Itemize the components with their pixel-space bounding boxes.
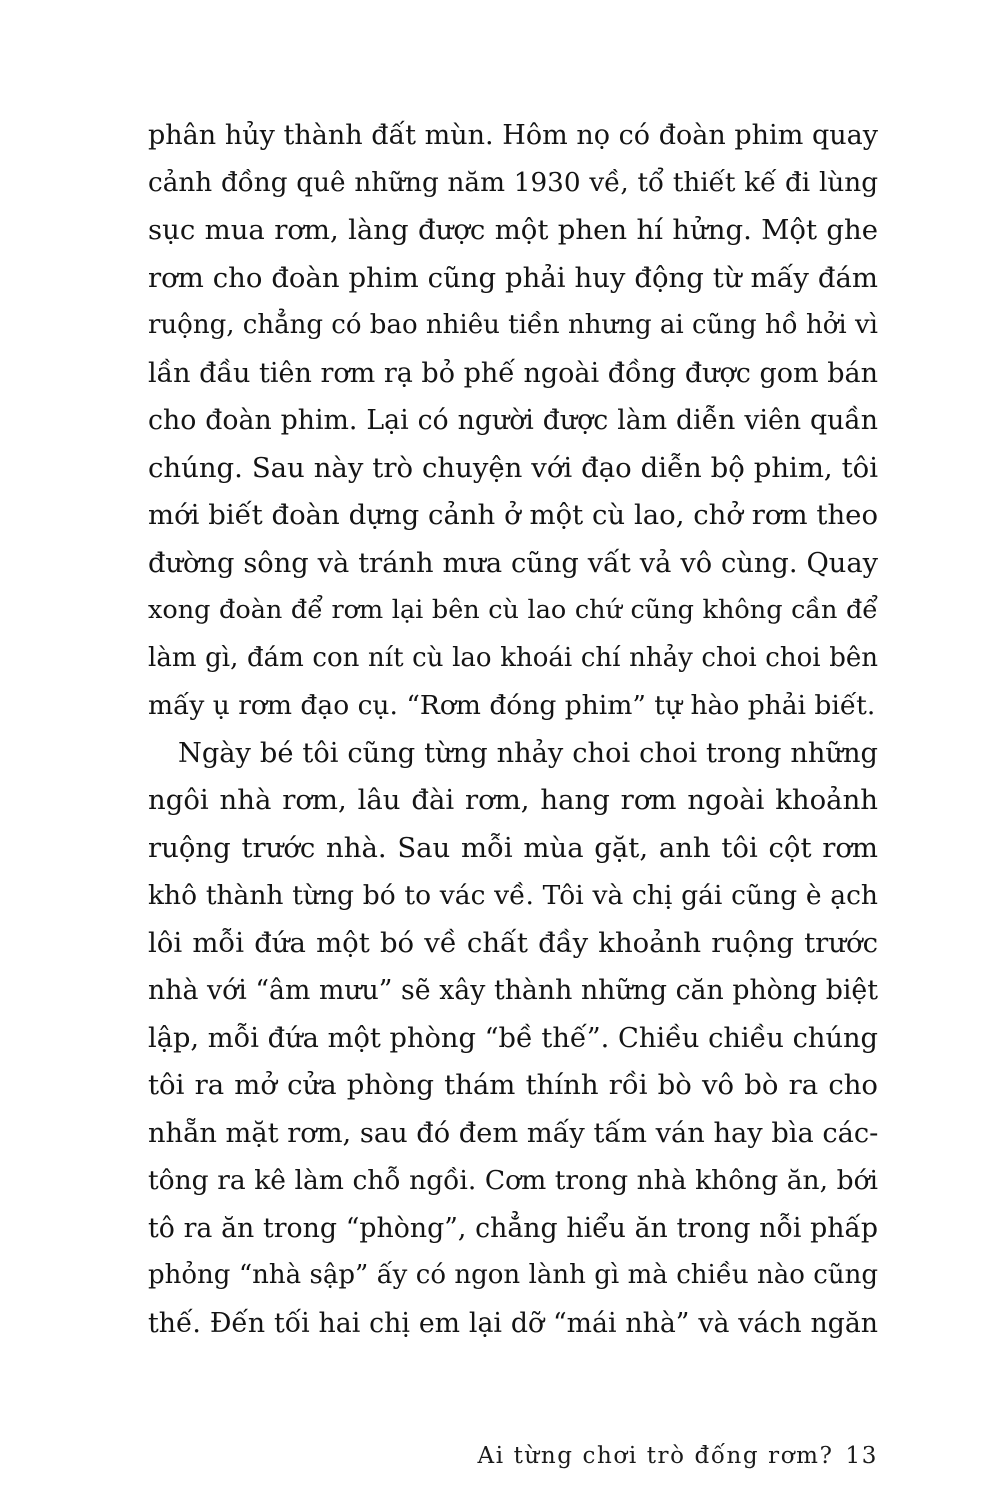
text-line: sục mua rơm, làng được một phen hí hửng. Một ghe <box>148 214 878 246</box>
text-line: nhà với “âm mưu” sẽ xây thành những căn phòng biệt <box>148 975 878 1006</box>
text-line: ruộng trước nhà. Sau mỗi mùa gặt, anh tôi cột rơm <box>148 831 878 864</box>
text-line: mới biết đoàn dựng cảnh ở một cù lao, chở rơm theo <box>148 499 878 531</box>
text-line: thế. Đến tối hai chị em lại dỡ “mái nhà” và vách ngăn <box>148 1307 878 1339</box>
text-line: lôi mỗi đứa một bó về chất đầy khoảnh ruộng trước <box>148 926 878 959</box>
running-title: Ai từng chơi trò đống rơm? <box>477 1443 834 1469</box>
text-line: tôi ra mở cửa phòng thám thính rồi bò vô bò ra cho <box>148 1069 878 1101</box>
text-line: ngôi nhà rơm, lâu đài rơm, hang rơm ngoài khoảnh <box>148 784 878 816</box>
text-line: tô ra ăn trong “phòng”, chẳng hiểu ăn trong nỗi phấp <box>148 1212 878 1244</box>
text-line: cảnh đồng quê những năm 1930 về, tổ thiết kế đi lùng <box>148 167 878 198</box>
body-text <box>148 112 878 1347</box>
text-line: khô thành từng bó to vác về. Tôi và chị gái cũng è ạch <box>148 880 878 911</box>
text-line: chúng. Sau này trò chuyện với đạo diễn bộ phim, tôi <box>148 451 878 484</box>
text-line: lập, mỗi đứa một phòng “bề thế”. Chiều chiều chúng <box>148 1022 878 1054</box>
text-line: rơm cho đoàn phim cũng phải huy động từ mấy đám <box>148 261 878 294</box>
text-line: phân hủy thành đất mùn. Hôm nọ có đoàn phim quay <box>148 120 878 151</box>
text-line: xong đoàn để rơm lại bên cù lao chứ cũng không cần để <box>148 595 878 625</box>
paragraph-1 <box>148 112 878 730</box>
text-line: nhẵn mặt rơm, sau đó đem mấy tấm ván hay bìa các- <box>148 1117 879 1149</box>
text-line: phỏng “nhà sập” ấy có ngon lành gì mà chiều nào cũng <box>148 1260 878 1290</box>
text-line: Ngày bé tôi cũng từng nhảy choi choi trong những <box>178 737 878 769</box>
text-line: đường sông và tránh mưa cũng vất vả vô cùng. Quay <box>148 547 878 579</box>
text-line: cho đoàn phim. Lại có người được làm diễn viên quần <box>148 405 878 436</box>
text-line: lần đầu tiên rơm rạ bỏ phế ngoài đồng được gom bán <box>148 357 878 389</box>
text-line: làm gì, đám con nít cù lao khoái chí nhảy choi choi bên <box>148 642 878 673</box>
text-line: mấy ụ rơm đạo cụ. “Rơm đóng phim” tự hào phải biết. <box>148 690 876 721</box>
page-number: 13 <box>845 1443 878 1469</box>
text-line: tông ra kê làm chỗ ngồi. Cơm trong nhà không ăn, bới <box>148 1165 878 1196</box>
text-line: ruộng, chẳng có bao nhiêu tiền nhưng ai cũng hồ hởi vì <box>148 310 878 340</box>
running-footer <box>478 1443 878 1469</box>
paragraph-2 <box>148 730 878 1348</box>
